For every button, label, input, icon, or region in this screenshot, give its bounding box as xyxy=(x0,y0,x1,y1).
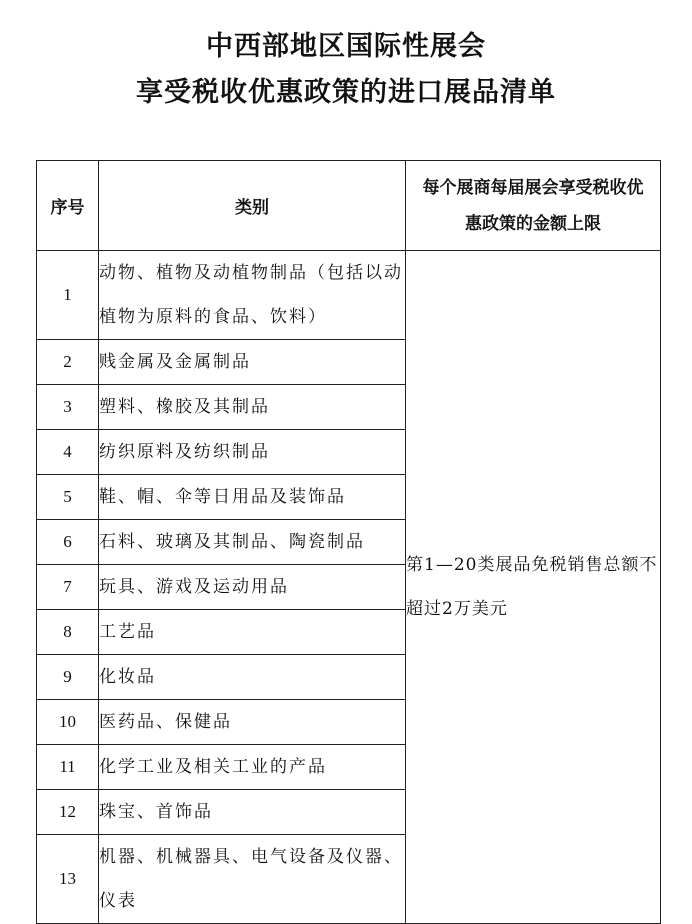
row-category: 动物、植物及动植物制品（包括以动植物为原料的食品、饮料） xyxy=(99,251,406,340)
row-no: 10 xyxy=(37,700,99,745)
header-category: 类别 xyxy=(99,161,406,251)
row-category: 塑料、橡胶及其制品 xyxy=(99,385,406,430)
row-no: 13 xyxy=(37,835,99,924)
row-no: 7 xyxy=(37,565,99,610)
row-no: 12 xyxy=(37,790,99,835)
row-category: 医药品、保健品 xyxy=(99,700,406,745)
row-category: 贱金属及金属制品 xyxy=(99,340,406,385)
exhibit-list-table xyxy=(36,160,661,924)
document-title-line-2: 享受税收优惠政策的进口展品清单 xyxy=(136,77,556,108)
row-category: 化妆品 xyxy=(99,655,406,700)
header-limit xyxy=(406,161,661,251)
row-no: 9 xyxy=(37,655,99,700)
row-category: 化学工业及相关工业的产品 xyxy=(99,745,406,790)
row-no: 6 xyxy=(37,520,99,565)
row-no: 4 xyxy=(37,430,99,475)
row-category: 石料、玻璃及其制品、陶瓷制品 xyxy=(99,520,406,565)
row-category: 玩具、游戏及运动用品 xyxy=(99,565,406,610)
row-no: 3 xyxy=(37,385,99,430)
table-row xyxy=(37,251,661,340)
row-category: 鞋、帽、伞等日用品及装饰品 xyxy=(99,475,406,520)
document-title-line-1: 中西部地区国际性展会 xyxy=(206,31,486,62)
row-no: 5 xyxy=(37,475,99,520)
header-no: 序号 xyxy=(37,161,99,251)
row-category: 工艺品 xyxy=(99,610,406,655)
row-no: 2 xyxy=(37,340,99,385)
limit-cell: 第1—20类展品免税销售总额不超过2万美元 xyxy=(406,251,661,924)
row-category: 机器、机械器具、电气设备及仪器、仪表 xyxy=(99,835,406,924)
row-no: 8 xyxy=(37,610,99,655)
row-no: 11 xyxy=(37,745,99,790)
row-category: 纺织原料及纺织制品 xyxy=(99,430,406,475)
row-no: 1 xyxy=(37,251,99,340)
header-limit-text: 每个展商每届展会享受税收优惠政策的金额上限 xyxy=(422,177,644,234)
row-category: 珠宝、首饰品 xyxy=(99,790,406,835)
table-header-row xyxy=(37,161,661,251)
